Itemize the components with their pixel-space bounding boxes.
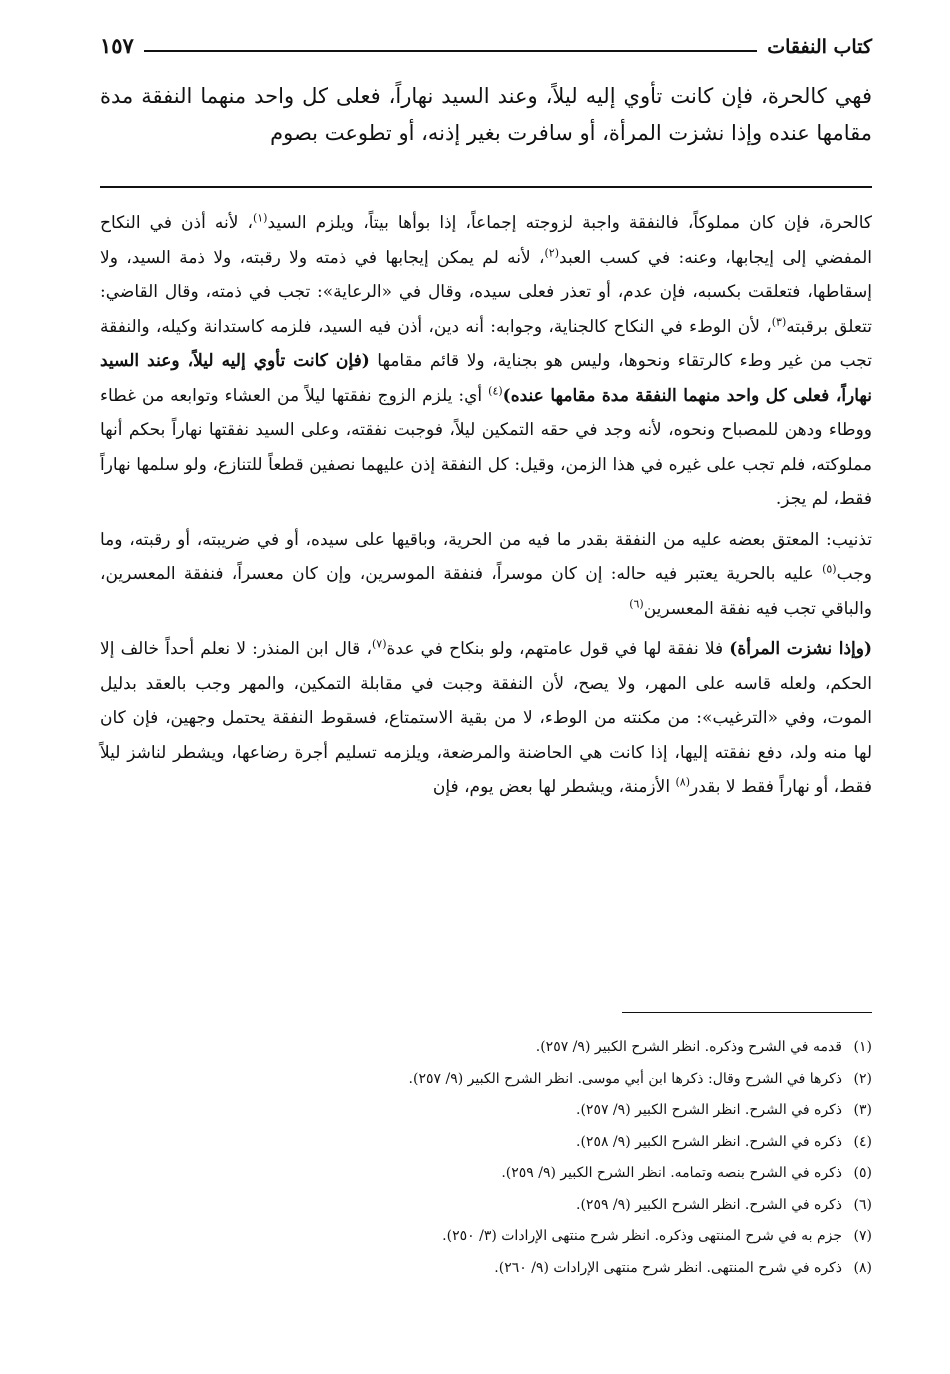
footnote-text: ذكره في شرح المنتهى. انظر شرح منتهى الإرادات (٩/ ٢٦٠).	[494, 1259, 842, 1276]
footnote-divider	[622, 1012, 872, 1013]
commentary-paragraph-3	[100, 632, 872, 805]
footnote-ref-6: (٦)	[629, 596, 644, 610]
footnote-ref-7: (٧)	[371, 637, 387, 651]
footnote-item	[100, 1190, 872, 1222]
quoted-matn: (فإن كانت تأوي إليه ليلاً، وعند السيد نهاراً، فعلى كل واحد منهما النفقة مدة مقامها عنده)	[100, 351, 872, 406]
footnote-text: ذكرها في الشرح وقال: ذكرها ابن أبي موسى. انظر الشرح الكبير (٩/ ٢٥٧).	[408, 1070, 842, 1087]
footnote-ref-5: (٥)	[822, 562, 837, 576]
commentary-text: الأزمنة، ويشطر لها بعض يوم، فإن	[432, 777, 676, 797]
footnote-text: جزم به في شرح المنتهى وذكره. انظر شرح منتهى الإرادات (٣/ ٢٥٠).	[442, 1228, 842, 1244]
footnote-text: ذكره في الشرح. انظر الشرح الكبير (٩/ ٢٥٧).	[576, 1102, 842, 1118]
page-number: ١٥٧	[100, 33, 134, 58]
commentary-text: ، لأنه لم يمكن إيجابها في ذمته ولا رقبته، ولا ذمة السيد، ولا إسقاطها، فتعلقت بكسبه، فإن عدم، أو تعذر فعلى سيده، وقال في «الرعاية»: تجب في ذمته، وقال القاضي: تتعلق برقبته	[100, 247, 872, 337]
footnote-number: (٨)	[853, 1259, 872, 1276]
commentary-paragraph-2	[100, 523, 872, 627]
commentary-text: كالحرة، فإن كان مملوكاً، فالنفقة واجبة لزوجته إجماعاً، إذا بوأها بيتاً، ويلزم السيد	[267, 213, 872, 233]
footnote-ref-8: (٨)	[675, 775, 690, 789]
commentary-text: ، قال ابن المنذر: لا نعلم أحداً خالف إلا الحكم، ولعله قاسه على المهر، ولا يصح، لأن النفقة وجبت في مقابلة التمكين، والمهر وجب بالعقد بدليل الموت، وفي «الترغيب»: من مكنته من الوطء، لا من بقية الاستمتاع، فسقوط النفقة يحتمل وجهين، فإن كان لها منه ولد، دفع نفقته إليها، إذا كانت هي الحاضنة والمرضعة، ويلزمه تسليم أجرة رضاعها، ويشطر لناشز ليلاً فقط، أو نهاراً فقط لا بقدر	[100, 639, 872, 797]
commentary-text: تذنيب: المعتق بعضه عليه من النفقة بقدر ما فيه من الحرية، وباقيها على سيده، أو في ضريبته، أو رقبته، وما وجب	[100, 529, 872, 584]
footnote-ref-1: (١)	[252, 211, 268, 225]
footnote-number: (٥)	[853, 1165, 872, 1181]
quoted-matn: (وإذا نشزت المرأة)	[729, 639, 873, 659]
running-title: كتاب النفقات	[767, 36, 872, 58]
footnote-number: (١)	[853, 1039, 872, 1055]
header-rule	[144, 50, 757, 52]
footnote-number: (٢)	[853, 1070, 872, 1087]
commentary-text: فلا نفقة لها في قول عامتهم، ولو بنكاح في عدة	[386, 639, 730, 659]
page-header	[100, 28, 872, 58]
footnotes	[100, 1032, 872, 1284]
commentary-text: عليه بالحرية يعتبر فيه حاله: إن كان موسراً، فنفقة الموسرين، وإن كان معسراً، فنفقة المعسرين، والباقي تجب فيه نفقة المعسرين	[100, 564, 872, 619]
commentary-paragraph-1	[100, 206, 872, 517]
footnote-item	[100, 1095, 872, 1127]
footnote-item	[100, 1221, 872, 1253]
main-text	[100, 78, 872, 152]
footnote-text: ذكره في الشرح بنصه وتمامه. انظر الشرح الكبير (٩/ ٢٥٩).	[501, 1165, 842, 1181]
main-text-paragraph: فهي كالحرة، فإن كانت تأوي إليه ليلاً، وعند السيد نهاراً، فعلى كل واحد منهما النفقة مدة مقامها عنده وإذا نشزت المرأة، أو سافرت بغير إذنه، أو تطوعت بصوم	[100, 84, 872, 145]
footnote-item	[100, 1158, 872, 1190]
footnote-ref-2: (٢)	[544, 245, 560, 259]
footnote-number: (٧)	[853, 1228, 872, 1244]
footnote-text: ذكره في الشرح. انظر الشرح الكبير (٩/ ٢٥٨).	[576, 1133, 842, 1150]
footnote-ref-4: (٤)	[488, 383, 503, 397]
footnote-item	[100, 1127, 872, 1159]
footnote-number: (٣)	[853, 1102, 872, 1118]
footnote-text: ذكره في الشرح. انظر الشرح الكبير (٩/ ٢٥٩).	[576, 1196, 842, 1213]
commentary-text: ، لأن الوطء في النكاح كالجناية، وجوابه: أنه دين، أذن فيه السيد، فلزمه كاستدانة وكيله، والنفقة تجب من غير وطء كالرتقاء ونحوها، وليس هو بجناية، ولا قائم مقامها	[100, 316, 872, 371]
footnote-text: قدمه في الشرح وذكره. انظر الشرح الكبير (٩/ ٢٥٧).	[535, 1039, 842, 1055]
footnote-item	[100, 1253, 872, 1285]
footnote-number: (٦)	[853, 1196, 872, 1213]
footnote-item	[100, 1032, 872, 1064]
commentary-text: ، لأنه أذن في النكاح المفضي إلى إيجابها، وعنه: في كسب العبد	[100, 213, 873, 268]
footnote-ref-3: (٣)	[771, 314, 787, 328]
footnote-number: (٤)	[853, 1133, 872, 1150]
commentary-text: أي: يلزم الزوج نفقتها ليلاً من العشاء وتوابعه من غطاء ووطاء ودهن للمصباح ونحوه، لأنه وجد في حقه التمكين ليلاً، فوجبت نفقته، وعلى السيد نفقتها نهاراً بحكم أنها مملوكته، فلم تجب على غيره في هذا الزمن، وقيل: كل النفقة إذن عليهما نصفين قطعاً للتنازع، ولو سلمها نهاراً فقط، لم يجز.	[100, 385, 872, 509]
commentary	[100, 206, 872, 811]
footnote-item	[100, 1064, 872, 1096]
text-divider	[100, 186, 872, 188]
